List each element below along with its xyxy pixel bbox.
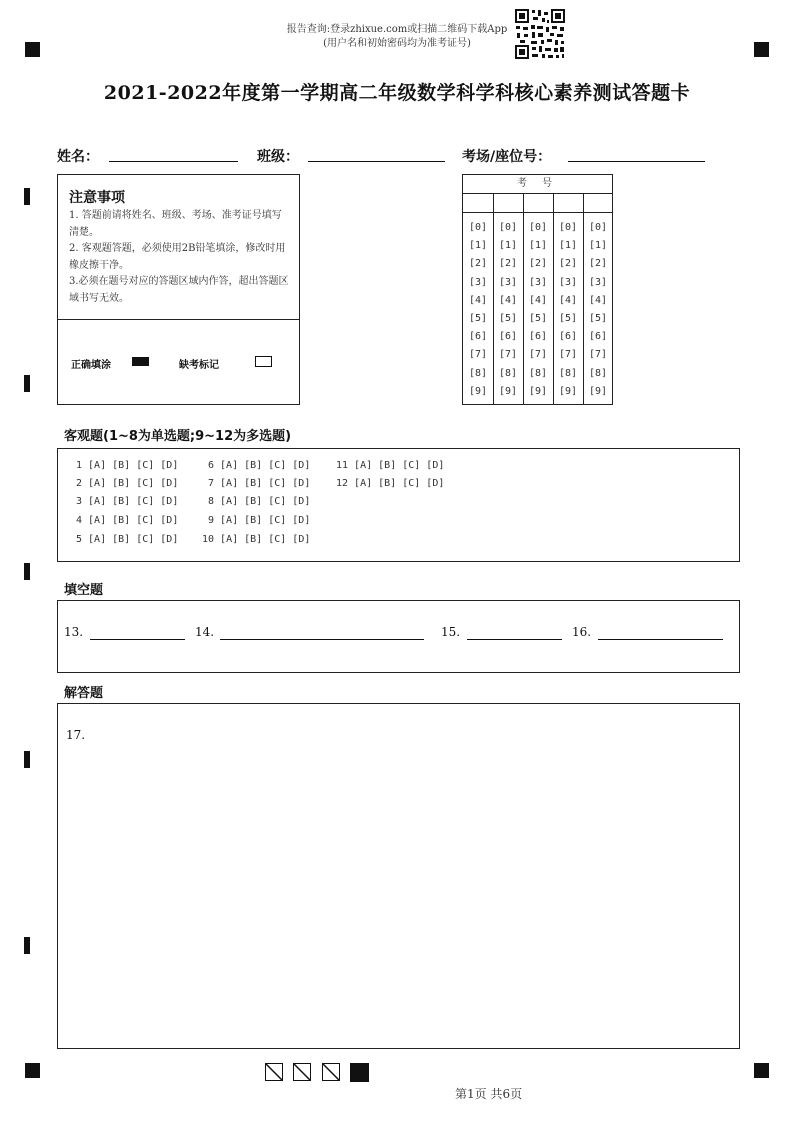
name-label: 姓名：: [57, 149, 99, 165]
mc-question[interactable]: 9 [A] [B] [C] [D]: [208, 515, 311, 526]
digit-option[interactable]: [8]: [528, 367, 548, 379]
digit-option[interactable]: [9]: [498, 385, 518, 397]
digit-option[interactable]: [3]: [558, 276, 578, 288]
digit-option[interactable]: [5]: [558, 313, 578, 325]
header-note: [0, 23, 794, 51]
exam-number-header: 考 号: [463, 175, 612, 194]
footer-solid-box: [350, 1063, 369, 1082]
blank-field[interactable]: [220, 639, 424, 640]
digit-option[interactable]: [7]: [558, 349, 578, 361]
page-title: 2021-2022年度第一学期高二年级数学科学科核心素养测试答题卡: [103, 82, 691, 104]
digit-option[interactable]: [0]: [558, 222, 578, 233]
notice-title: 注意事项: [69, 190, 125, 206]
digit-option[interactable]: [7]: [528, 349, 548, 361]
digit-option[interactable]: [9]: [528, 385, 548, 397]
digit-option[interactable]: [7]: [468, 349, 488, 361]
digit-option[interactable]: [3]: [528, 276, 548, 288]
objective-answer-box: [57, 448, 740, 562]
digit-option[interactable]: [4]: [498, 294, 518, 306]
mc-question[interactable]: 11 [A] [B] [C] [D]: [336, 460, 445, 471]
notice-item: 2. 客观题答题，必须使用2B铅笔填涂，修改时用橡皮擦干净。: [69, 243, 286, 271]
room-seat-field[interactable]: [568, 161, 705, 162]
digit-option[interactable]: [6]: [528, 331, 548, 343]
room-seat-label: 考场/座位号：: [462, 149, 552, 165]
digit-option[interactable]: [2]: [528, 258, 548, 270]
digit-option[interactable]: [5]: [528, 313, 548, 325]
digit-option[interactable]: [4]: [588, 294, 608, 306]
class-label: 班级：: [257, 149, 299, 165]
absent-checkbox[interactable]: [255, 356, 272, 367]
divider: [463, 212, 612, 213]
blank-number: 14.: [195, 625, 215, 639]
corner-mark-bottom-right: [754, 1063, 769, 1078]
corner-mark-bottom-left: [25, 1063, 40, 1078]
digit-option[interactable]: [8]: [468, 367, 488, 379]
mc-question[interactable]: 1 [A] [B] [C] [D]: [76, 460, 179, 471]
mc-question[interactable]: 10 [A] [B] [C] [D]: [202, 534, 311, 545]
digit-option[interactable]: [4]: [558, 294, 578, 306]
blank-field[interactable]: [90, 639, 185, 640]
side-mark: [24, 751, 30, 768]
digit-option[interactable]: [7]: [498, 349, 518, 361]
digit-option[interactable]: [3]: [498, 276, 518, 288]
digit-option[interactable]: [0]: [528, 222, 548, 233]
digit-column[interactable]: [553, 219, 583, 401]
mc-question[interactable]: 4 [A] [B] [C] [D]: [76, 515, 179, 526]
fill-blank-box: [57, 600, 740, 673]
side-mark: [24, 375, 30, 392]
mc-question[interactable]: 8 [A] [B] [C] [D]: [208, 496, 311, 507]
mc-question[interactable]: 12 [A] [B] [C] [D]: [336, 478, 445, 489]
digit-option[interactable]: [4]: [528, 294, 548, 306]
digit-option[interactable]: [2]: [498, 258, 518, 270]
footer-slash-box: [293, 1063, 311, 1081]
digit-option[interactable]: [5]: [498, 313, 518, 325]
digit-option[interactable]: [6]: [468, 331, 488, 343]
mc-question[interactable]: 3 [A] [B] [C] [D]: [76, 496, 179, 507]
qr-code-icon[interactable]: [514, 8, 566, 60]
digit-option[interactable]: [9]: [588, 385, 608, 397]
digit-option[interactable]: [2]: [468, 258, 488, 270]
password-note: (用户名和初始密码均为准考证号): [323, 38, 471, 49]
mc-question[interactable]: 7 [A] [B] [C] [D]: [208, 478, 311, 489]
correct-fill-label: 正确填涂: [71, 360, 111, 371]
digit-option[interactable]: [8]: [558, 367, 578, 379]
digit-option[interactable]: [1]: [588, 240, 608, 252]
digit-option[interactable]: [2]: [558, 258, 578, 270]
digit-option[interactable]: [8]: [588, 367, 608, 379]
blank-field[interactable]: [467, 639, 562, 640]
blank-field[interactable]: [598, 639, 723, 640]
correct-fill-sample: [132, 357, 149, 366]
footer-slash-box: [265, 1063, 283, 1081]
name-field[interactable]: [109, 161, 238, 162]
digit-option[interactable]: [4]: [468, 294, 488, 306]
digit-column[interactable]: [463, 219, 493, 401]
side-mark: [24, 188, 30, 205]
objective-section-title: 客观题(1~8为单选题;9~12为多选题): [64, 429, 292, 444]
mc-question[interactable]: 2 [A] [B] [C] [D]: [76, 478, 179, 489]
side-mark: [24, 937, 30, 954]
digit-option[interactable]: [9]: [558, 385, 578, 397]
digit-option[interactable]: [9]: [468, 385, 488, 397]
digit-column[interactable]: [523, 219, 553, 401]
digit-option[interactable]: [0]: [498, 222, 518, 233]
digit-option[interactable]: [5]: [468, 313, 488, 325]
digit-option[interactable]: [3]: [588, 276, 608, 288]
login-note: 报告查询:登录zhixue.com或扫描二维码下载App: [286, 24, 508, 35]
notice-item: 1. 答题前请将姓名、班级、考场、准考证号填写清楚。: [69, 210, 282, 238]
blank-number: 15.: [441, 625, 461, 639]
fill-blank-section-title: 填空题: [64, 583, 104, 598]
digit-option[interactable]: [7]: [588, 349, 608, 361]
notice-box: [57, 174, 300, 405]
notice-body: [69, 208, 291, 307]
digit-option[interactable]: [3]: [468, 276, 488, 288]
class-field[interactable]: [308, 161, 445, 162]
digit-option[interactable]: [2]: [588, 258, 608, 270]
digit-column[interactable]: [583, 219, 613, 401]
blank-number: 16.: [572, 625, 592, 639]
digit-option[interactable]: [6]: [588, 331, 608, 343]
mc-question[interactable]: 5 [A] [B] [C] [D]: [76, 534, 179, 545]
absent-label: 缺考标记: [179, 360, 219, 371]
digit-column[interactable]: [493, 219, 523, 401]
side-mark: [24, 563, 30, 580]
divider: [58, 319, 299, 320]
page-number: 第1页 共6页: [455, 1087, 523, 1101]
answer-section-title: 解答题: [64, 686, 104, 701]
question-number: 17.: [66, 728, 86, 742]
notice-item: 3.必须在题号对应的答题区域内作答，超出答题区域书写无效。: [69, 276, 289, 304]
answer-box[interactable]: [57, 703, 740, 1049]
digit-option[interactable]: [8]: [498, 367, 518, 379]
blank-number: 13.: [64, 625, 84, 639]
digit-option[interactable]: [1]: [558, 240, 578, 252]
footer-slash-box: [322, 1063, 340, 1081]
digit-option[interactable]: [5]: [588, 313, 608, 325]
digit-option[interactable]: [1]: [498, 240, 518, 252]
digit-option[interactable]: [0]: [468, 222, 488, 233]
mc-question[interactable]: 6 [A] [B] [C] [D]: [208, 460, 311, 471]
exam-number-grid: [462, 174, 613, 405]
digit-option[interactable]: [0]: [588, 222, 608, 233]
digit-option[interactable]: [6]: [498, 331, 518, 343]
digit-option[interactable]: [6]: [558, 331, 578, 343]
digit-option[interactable]: [1]: [528, 240, 548, 252]
digit-option[interactable]: [1]: [468, 240, 488, 252]
